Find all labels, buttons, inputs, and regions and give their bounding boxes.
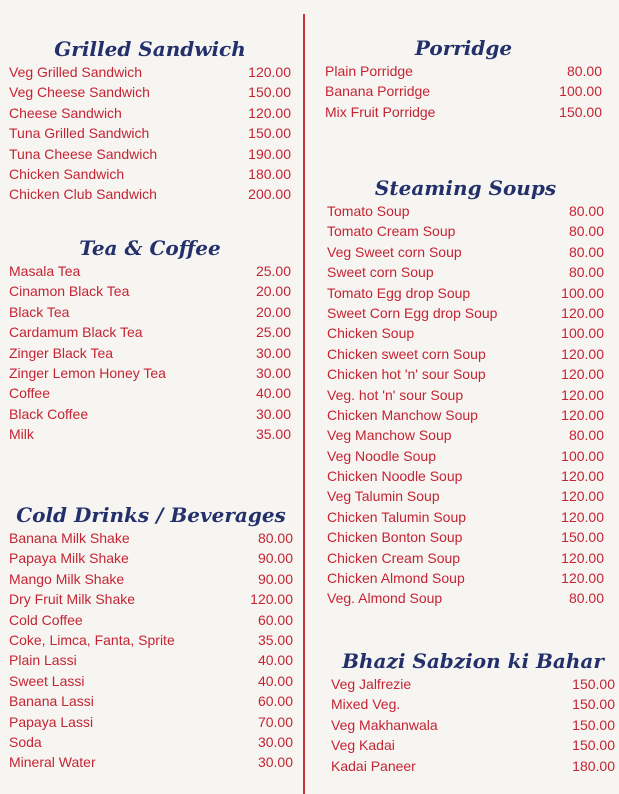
menu-item <box>327 201 604 221</box>
menu-item <box>9 569 293 589</box>
menu-item <box>9 123 291 143</box>
menu-item-name: Chicken Manchow Soup <box>327 406 478 423</box>
menu-item-name: Mango Milk Shake <box>9 570 125 587</box>
menu-item <box>9 363 291 383</box>
menu-list <box>9 261 291 445</box>
section-cold-drinks <box>9 502 293 773</box>
section-steaming-soups <box>327 175 604 609</box>
menu-item-price: 180.00 <box>572 757 615 774</box>
menu-item-price: 120.00 <box>561 304 604 321</box>
menu-item-price: 80.00 <box>257 530 293 546</box>
menu-item-name: Chicken sweet corn Soup <box>327 345 486 362</box>
menu-item <box>327 507 604 527</box>
menu-item-name: Veg Grilled Sandwich <box>9 64 143 80</box>
menu-item-name: Chicken Bonton Soup <box>327 529 463 546</box>
menu-item-name: Cinamon Black Tea <box>9 283 130 300</box>
menu-item-name: Cheese Sandwich <box>9 104 122 121</box>
menu-item <box>327 221 604 241</box>
menu-item-name: Chicken Talumin Soup <box>327 508 467 525</box>
menu-item <box>327 466 604 486</box>
menu-item-price: 80.00 <box>568 203 604 219</box>
menu-item-price: 150.00 <box>572 696 615 713</box>
menu-item <box>9 404 291 424</box>
menu-item-name: Plain Porridge <box>325 63 413 79</box>
menu-item-price: 30.00 <box>257 733 293 750</box>
menu-item-price: 120.00 <box>561 570 604 587</box>
menu-item-price: 120.00 <box>561 406 604 423</box>
menu-item-name: Veg Kadai <box>331 737 395 754</box>
menu-item <box>331 735 615 755</box>
menu-item-price: 120.00 <box>561 549 604 566</box>
menu-item-name: Papaya Milk Shake <box>9 550 129 567</box>
menu-item <box>327 262 604 282</box>
menu-item-name: Coke, Limca, Fanta, Sprite <box>9 631 175 648</box>
menu-item-name: Mixed Veg. <box>331 696 401 713</box>
menu-item-price: 120.00 <box>561 468 604 485</box>
menu-item <box>9 650 293 670</box>
menu-item <box>327 303 604 323</box>
menu-list <box>327 201 604 609</box>
menu-item-name: Chicken Soup <box>327 325 415 342</box>
menu-item-name: Sweet corn Soup <box>327 264 434 281</box>
menu-item-name: Kadai Paneer <box>331 757 416 774</box>
menu-item <box>9 752 293 772</box>
menu-item-name: Banana Porridge <box>325 83 431 100</box>
menu-item-price: 190.00 <box>248 145 291 162</box>
menu-item-price: 40.00 <box>255 385 291 402</box>
section-bhazi-sabzion <box>331 648 615 776</box>
menu-item <box>9 528 293 548</box>
menu-item-name: Soda <box>9 733 42 750</box>
menu-item-price: 80.00 <box>568 223 604 240</box>
section-title: Porridge <box>414 36 513 60</box>
section-title: Steaming Soups <box>374 176 557 200</box>
menu-item-price: 30.00 <box>255 364 291 381</box>
section-tea-coffee <box>9 235 291 445</box>
menu-item-price: 40.00 <box>257 652 293 669</box>
menu-item <box>331 756 615 776</box>
menu-item-price: 90.00 <box>257 550 293 567</box>
menu-item-price: 150.00 <box>248 125 291 142</box>
menu-item-price: 35.00 <box>257 631 293 648</box>
menu-item-price: 60.00 <box>257 693 293 710</box>
menu-item <box>9 82 291 102</box>
menu-item-price: 25.00 <box>255 263 291 279</box>
menu-item-name: Banana Lassi <box>9 693 94 710</box>
menu-item-price: 100.00 <box>559 83 602 100</box>
menu-item-name: Veg Noodle Soup <box>327 447 436 464</box>
column-divider <box>303 14 305 794</box>
menu-item <box>327 588 604 608</box>
menu-item-price: 150.00 <box>572 737 615 754</box>
menu-item-price: 120.00 <box>561 488 604 505</box>
menu-item <box>9 691 293 711</box>
menu-item-price: 150.00 <box>559 103 602 120</box>
menu-item-name: Veg Talumin Soup <box>327 488 440 505</box>
menu-item <box>9 610 293 630</box>
menu-item-name: Dry Fruit Milk Shake <box>9 591 136 608</box>
menu-item <box>327 323 604 343</box>
menu-item-name: Chicken Cream Soup <box>327 549 461 566</box>
menu-item-name: Chicken Almond Soup <box>327 570 465 587</box>
section-title: Grilled Sandwich <box>54 37 246 61</box>
menu-item <box>327 568 604 588</box>
menu-item <box>327 486 604 506</box>
menu-item-name: Cardamum Black Tea <box>9 324 143 341</box>
menu-item <box>331 674 615 694</box>
menu-item <box>9 322 291 342</box>
menu-item <box>9 712 293 732</box>
menu-item-name: Milk <box>9 426 34 443</box>
menu-item <box>9 103 291 123</box>
menu-item <box>9 671 293 691</box>
menu-item <box>331 715 615 735</box>
menu-item-price: 150.00 <box>561 529 604 546</box>
menu-item-name: Veg Manchow Soup <box>327 427 452 444</box>
menu-item-name: Banana Milk Shake <box>9 530 130 546</box>
menu-item-price: 40.00 <box>257 672 293 689</box>
menu-item-price: 70.00 <box>257 713 293 730</box>
menu-item <box>327 425 604 445</box>
menu-item-name: Veg Jalfrezie <box>331 676 412 692</box>
menu-item <box>327 242 604 262</box>
menu-item-name: Veg Sweet corn Soup <box>327 243 462 260</box>
menu-item <box>327 446 604 466</box>
menu-list <box>9 528 293 773</box>
menu-item-price: 80.00 <box>568 243 604 260</box>
menu-item <box>9 343 291 363</box>
menu-item-name: Tomato Soup <box>327 203 410 219</box>
menu-item-name: Black Tea <box>9 303 70 320</box>
menu-item-price: 150.00 <box>572 676 615 692</box>
menu-item-name: Veg. Almond Soup <box>327 590 443 607</box>
menu-item <box>331 694 615 714</box>
menu-item-price: 100.00 <box>561 447 604 464</box>
menu-item <box>327 527 604 547</box>
section-title: Cold Drinks / Beverages <box>16 503 286 527</box>
menu-item-name: Tuna Grilled Sandwich <box>9 125 150 142</box>
menu-item-name: Coffee <box>9 385 50 402</box>
menu-item-name: Sweet Lassi <box>9 672 85 689</box>
menu-item-price: 30.00 <box>257 754 293 771</box>
section-title: Bhazi Sabzion ki Bahar <box>342 649 604 673</box>
menu-item-name: Papaya Lassi <box>9 713 94 730</box>
menu-item <box>9 424 291 444</box>
menu-item-price: 150.00 <box>572 716 615 733</box>
menu-item-name: Chicken Sandwich <box>9 165 125 182</box>
menu-item <box>9 630 293 650</box>
menu-item-price: 30.00 <box>255 344 291 361</box>
menu-item <box>327 364 604 384</box>
menu-item <box>9 281 291 301</box>
menu-item-name: Chicken hot 'n' sour Soup <box>327 366 486 383</box>
menu-item-name: Zinger Black Tea <box>9 344 114 361</box>
menu-item <box>327 344 604 364</box>
menu-item-name: Veg. hot 'n' sour Soup <box>327 386 464 403</box>
menu-item-price: 80.00 <box>566 63 602 79</box>
menu-item-price: 100.00 <box>561 284 604 301</box>
menu-item-price: 30.00 <box>255 405 291 422</box>
menu-item-name: Black Coffee <box>9 405 89 422</box>
section-porridge <box>325 35 602 122</box>
menu-item-name: Plain Lassi <box>9 652 77 669</box>
menu-item <box>327 405 604 425</box>
menu-item-name: Tomato Egg drop Soup <box>327 284 471 301</box>
section-title: Tea & Coffee <box>79 236 221 260</box>
menu-item-price: 90.00 <box>257 570 293 587</box>
menu-item-price: 60.00 <box>257 611 293 628</box>
menu-item <box>325 81 602 101</box>
menu-item-name: Chicken Noodle Soup <box>327 468 463 485</box>
menu-item-name: Chicken Club Sandwich <box>9 186 157 203</box>
menu-item <box>9 261 291 281</box>
menu-item-name: Veg Makhanwala <box>331 716 438 733</box>
menu-item-price: 100.00 <box>561 325 604 342</box>
menu-item-name: Tomato Cream Soup <box>327 223 456 240</box>
menu-item-price: 120.00 <box>248 64 291 80</box>
menu-item-name: Cold Coffee <box>9 611 83 628</box>
menu-item-price: 80.00 <box>568 590 604 607</box>
menu-list <box>331 674 615 776</box>
menu-item-price: 25.00 <box>255 324 291 341</box>
menu-item <box>327 548 604 568</box>
menu-item <box>9 302 291 322</box>
menu-item-name: Veg Cheese Sandwich <box>9 84 150 101</box>
menu-item-price: 80.00 <box>568 264 604 281</box>
menu-item-price: 120.00 <box>248 104 291 121</box>
menu-item-price: 150.00 <box>248 84 291 101</box>
menu-item-price: 120.00 <box>250 591 293 608</box>
menu-list <box>325 61 602 122</box>
section-grilled-sandwich <box>9 36 291 205</box>
menu-item <box>327 385 604 405</box>
menu-item-name: Mineral Water <box>9 754 96 771</box>
menu-item <box>9 144 291 164</box>
menu-item-price: 120.00 <box>561 345 604 362</box>
menu-item-price: 120.00 <box>561 386 604 403</box>
menu-item-price: 200.00 <box>248 186 291 203</box>
menu-item <box>9 184 291 204</box>
menu-item-name: Zinger Lemon Honey Tea <box>9 364 166 381</box>
menu-item-name: Sweet Corn Egg drop Soup <box>327 304 498 321</box>
menu-list <box>9 62 291 205</box>
menu-item-price: 20.00 <box>255 283 291 300</box>
menu-item <box>9 383 291 403</box>
menu-item <box>9 62 291 82</box>
menu-item <box>9 732 293 752</box>
menu-item-price: 20.00 <box>255 303 291 320</box>
menu-item-name: Masala Tea <box>9 263 81 279</box>
menu-item <box>325 61 602 81</box>
menu-item-price: 35.00 <box>255 426 291 443</box>
menu-item <box>9 589 293 609</box>
menu-item <box>9 164 291 184</box>
menu-item-price: 180.00 <box>248 165 291 182</box>
menu-item-price: 120.00 <box>561 508 604 525</box>
menu-item <box>325 102 602 122</box>
menu-item-name: Mix Fruit Porridge <box>325 103 436 120</box>
menu-item <box>9 548 293 568</box>
menu-item-name: Tuna Cheese Sandwich <box>9 145 158 162</box>
menu-item-price: 120.00 <box>561 366 604 383</box>
menu-item <box>327 283 604 303</box>
menu-item-price: 80.00 <box>568 427 604 444</box>
